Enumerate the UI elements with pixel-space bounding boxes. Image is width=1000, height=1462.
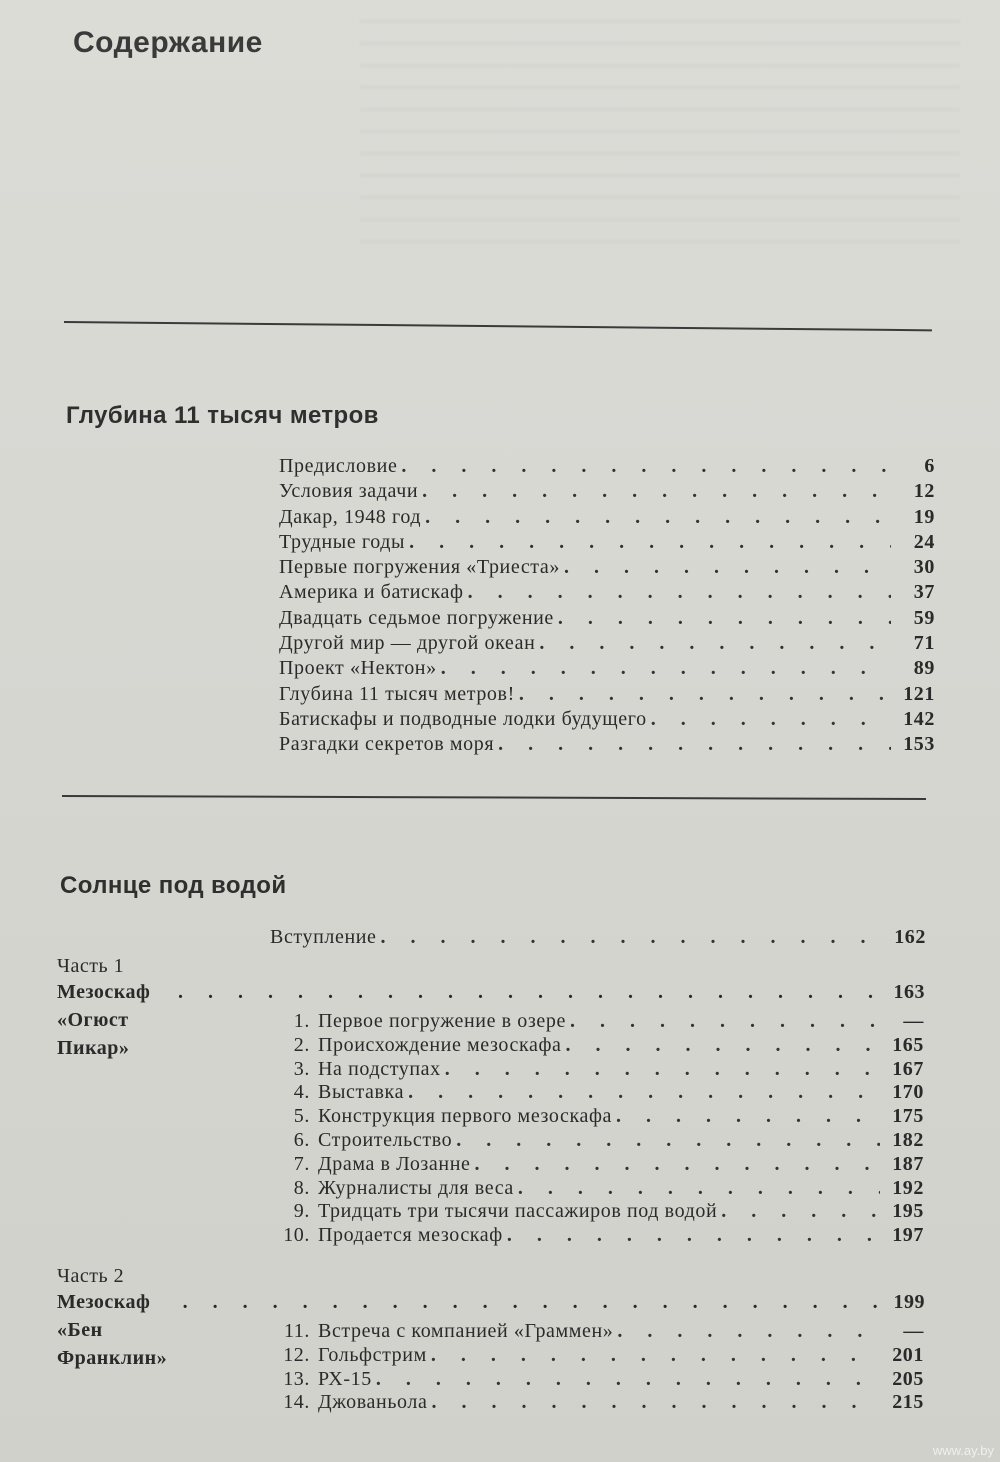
chapter-page: 167 [892, 1057, 924, 1080]
chapter-entry [270, 1177, 924, 1201]
chapter-number: 4. [293, 1081, 310, 1104]
chapter-page: 170 [892, 1081, 924, 1104]
book1-toc-list [279, 454, 935, 758]
leader-dots [183, 1288, 877, 1316]
watermark: www.ay.by [932, 1443, 994, 1458]
toc-entry-label: Разгадки секретов моря [279, 733, 495, 756]
toc-entry [279, 580, 935, 605]
leader-dots [431, 1391, 880, 1415]
toc-entry-label: Глубина 11 тысяч метров! [279, 682, 515, 705]
chapter-page: — [903, 1320, 924, 1342]
toc-entry-label: Предисловие [279, 455, 398, 477]
chapter-page: 195 [892, 1200, 924, 1223]
chapter-label: Выставка [318, 1081, 405, 1104]
toc-entry [279, 707, 935, 732]
chapter-entry [270, 1368, 924, 1392]
part-label: Часть 1 [57, 955, 125, 977]
divider-rule [64, 321, 932, 331]
toc-entry-page: 71 [913, 632, 935, 655]
part-page: 199 [893, 1291, 925, 1313]
leader-dots [564, 555, 891, 580]
chapter-number: 14. [283, 1391, 310, 1414]
chapter-label: Строительство [318, 1128, 453, 1151]
book2-title: Солнце под водой [60, 872, 287, 899]
chapter-number: 8. [293, 1176, 310, 1199]
show-through-text [360, 20, 960, 250]
toc-entry [279, 530, 935, 555]
toc-entry-page: 121 [903, 682, 935, 705]
toc-entry [279, 682, 935, 707]
chapter-number: 7. [293, 1152, 310, 1175]
leader-dots [539, 631, 891, 656]
toc-entry-label: Проект «Нектон» [279, 657, 437, 680]
leader-dots [445, 1058, 880, 1082]
chapter-entry [270, 1153, 924, 1177]
chapter-label: Драма в Лозанне [318, 1152, 471, 1175]
leader-dots [422, 479, 891, 504]
leader-dots [617, 1320, 880, 1344]
toc-entry-page: 37 [913, 581, 935, 604]
toc-entry-label: Первые погружения «Триеста» [279, 556, 560, 579]
leader-dots [376, 1368, 880, 1392]
chapter-label: Журналисты для веса [318, 1176, 514, 1199]
chapter-number: 11. [283, 1320, 310, 1342]
chapter-number: 1. [293, 1010, 310, 1032]
chapter-entry [270, 1129, 924, 1153]
chapter-page: 215 [892, 1391, 924, 1414]
chapter-entry [270, 1391, 924, 1415]
chapter-label: Встреча с компанией «Граммен» [318, 1320, 614, 1342]
toc-entry-label: Америка и батискаф [279, 581, 464, 604]
leader-dots [558, 606, 891, 631]
part2-chapter-list [270, 1320, 924, 1415]
book1-title: Глубина 11 тысяч метров [66, 402, 379, 429]
chapter-page: 165 [892, 1033, 924, 1056]
toc-entry-page: 162 [894, 926, 926, 948]
chapter-page: 187 [892, 1152, 924, 1175]
chapter-label: На подступах [318, 1057, 441, 1080]
leader-dots [178, 978, 877, 1006]
chapter-page: 201 [892, 1343, 924, 1366]
leader-dots [518, 1177, 880, 1201]
chapter-entry [270, 1200, 924, 1224]
chapter-number: 13. [283, 1367, 310, 1390]
chapter-page: 197 [892, 1224, 924, 1247]
toc-entry [279, 606, 935, 631]
toc-entry-page: 153 [903, 733, 935, 756]
chapter-page: 205 [892, 1367, 924, 1390]
chapter-entry [270, 1344, 924, 1368]
leader-dots [566, 1034, 880, 1058]
chapter-entry [270, 1224, 924, 1248]
chapter-entry [270, 1105, 924, 1129]
leader-dots [401, 454, 891, 479]
chapter-page: 175 [892, 1105, 924, 1128]
toc-entry-page: 89 [913, 657, 935, 680]
chapter-number: 3. [293, 1057, 310, 1080]
toc-entry-page: 19 [913, 505, 935, 528]
chapter-number: 6. [293, 1128, 310, 1151]
part-title: Мезоскаф «Бен Франклин» [57, 1291, 168, 1369]
chapter-label: Первое погружение в озере [318, 1010, 566, 1032]
chapter-label: Продается мезоскаф [318, 1224, 503, 1247]
toc-entry-label: Батискафы и подводные лодки будущего [279, 707, 647, 730]
leader-dots [425, 505, 891, 530]
toc-entry-page: 6 [924, 455, 935, 477]
toc-entry [279, 454, 935, 479]
toc-entry-page: 30 [913, 556, 935, 579]
chapter-entry [270, 1034, 924, 1058]
chapter-number: 10. [283, 1224, 310, 1247]
chapter-label: РХ-15 [318, 1367, 372, 1390]
chapter-label: Происхождение мезоскафа [318, 1033, 562, 1056]
toc-entry-page: 142 [903, 707, 935, 730]
leader-dots [468, 580, 891, 605]
part-title: Мезоскаф «Огюст Пикар» [57, 981, 151, 1059]
chapter-label: Тридцать три тысячи пассажиров под водой [318, 1200, 718, 1223]
leader-dots [570, 1010, 880, 1034]
chapter-entry [270, 1320, 924, 1344]
page-title: Содержание [73, 26, 263, 59]
chapter-number: 2. [293, 1033, 310, 1056]
toc-entry [279, 732, 935, 757]
leader-dots [431, 1344, 880, 1368]
chapter-label: Джованьола [318, 1391, 428, 1414]
chapter-page: — [903, 1010, 924, 1032]
chapter-entry [270, 1010, 924, 1034]
chapter-number: 12. [283, 1343, 310, 1366]
toc-entry [279, 631, 935, 656]
leader-dots [721, 1200, 880, 1224]
toc-entry-label: Трудные годы [279, 530, 406, 553]
chapter-page: 182 [892, 1128, 924, 1151]
toc-entry-label: Другой мир — другой океан [279, 632, 536, 655]
chapter-entry [270, 1058, 924, 1082]
toc-entry [279, 656, 935, 681]
toc-entry [279, 505, 935, 530]
leader-dots [475, 1153, 881, 1177]
leader-dots [651, 707, 891, 732]
part-page: 163 [893, 981, 925, 1003]
toc-entry-label: Условия задачи [279, 480, 419, 503]
toc-entry [279, 555, 935, 580]
part1-chapter-list [270, 1010, 924, 1248]
leader-dots [498, 732, 891, 757]
part-label: Часть 2 [57, 1265, 125, 1287]
chapter-number: 9. [293, 1200, 310, 1223]
toc-entry-label: Дакар, 1948 год [279, 505, 422, 528]
toc-entry-page: 59 [913, 606, 935, 629]
chapter-label: Гольфстрим [318, 1343, 427, 1366]
leader-dots [409, 530, 891, 555]
divider-rule [62, 795, 926, 800]
leader-dots [381, 925, 882, 950]
toc-entry [279, 479, 935, 504]
toc-entry-page: 24 [913, 530, 935, 553]
leader-dots [616, 1105, 880, 1129]
toc-entry-label: Двадцать седьмое погружение [279, 606, 554, 629]
leader-dots [408, 1081, 880, 1105]
chapter-label: Конструкция первого мезоскафа [318, 1105, 613, 1128]
toc-entry-page: 12 [913, 480, 935, 503]
toc-entry-label: Вступление [270, 926, 377, 948]
chapter-entry [270, 1081, 924, 1105]
chapter-page: 192 [892, 1176, 924, 1199]
leader-dots [507, 1224, 880, 1248]
leader-dots [441, 656, 891, 681]
leader-dots [519, 682, 891, 707]
chapter-number: 5. [293, 1105, 310, 1128]
leader-dots [456, 1129, 880, 1153]
book2-intro [270, 925, 926, 950]
toc-entry [270, 925, 926, 950]
